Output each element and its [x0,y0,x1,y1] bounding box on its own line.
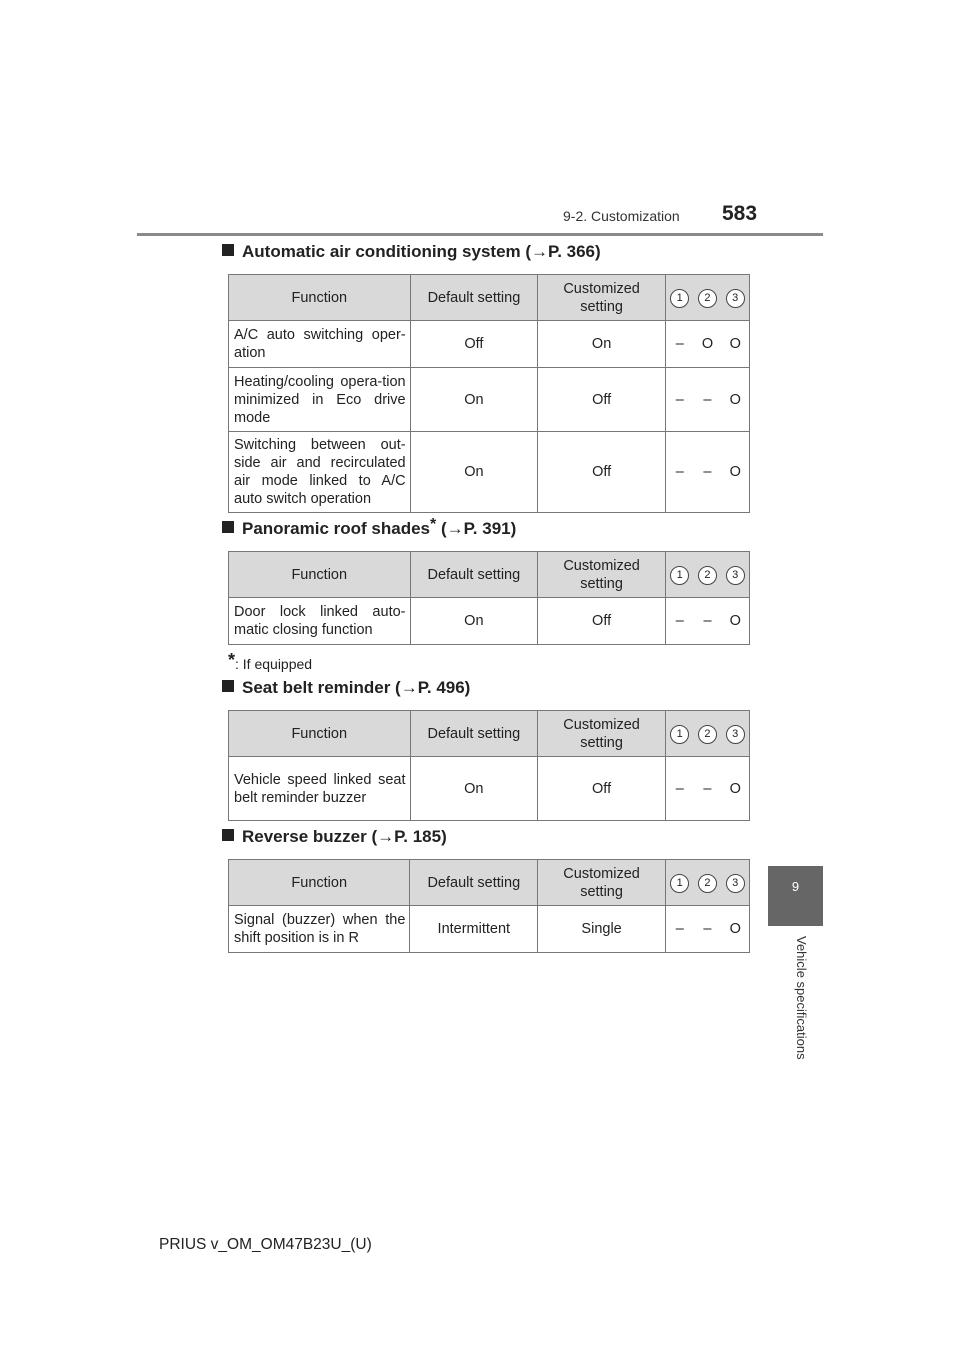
cell-default: On [410,757,538,821]
document-code: PRIUS v_OM_OM47B23U_(U) [159,1236,372,1253]
cell-function: Door lock linked auto-matic closing function [229,598,411,645]
bullet-square-icon [222,244,234,256]
header-function: Function [229,860,410,906]
header-customized: Customized setting [538,860,666,906]
header-function: Function [229,552,411,598]
table-header-row [229,275,750,321]
reverse-buzzer-table [228,859,750,953]
page-number: 583 [722,202,758,225]
method-2-icon: 2 [698,566,717,585]
table-row [229,757,750,821]
table-row [229,368,750,432]
footnote-star: * [430,516,437,533]
cell-method-3: O [721,432,749,513]
method-3-icon: 3 [726,874,745,893]
cell-default: On [410,598,538,645]
cell-function: A/C auto switching oper-ation [229,321,411,368]
roof-shades-table [228,551,750,645]
section-title-seat-belt: Seat belt reminder (→P. 496) [222,678,470,698]
header-default: Default setting [410,275,538,321]
bullet-square-icon [222,829,234,841]
cell-function: Signal (buzzer) when the shift position is in R [229,906,410,953]
cell-method-3: O [721,906,749,953]
air-conditioning-table [228,274,750,513]
chapter-number: 9 [791,879,800,894]
header-default: Default setting [410,711,538,757]
method-2-icon: 2 [698,874,717,893]
cell-default: On [410,368,538,432]
cell-method-2: O [693,321,721,368]
cell-method-3: O [721,368,749,432]
bullet-square-icon [222,680,234,692]
footnote-text: : If equipped [235,656,313,672]
cell-method-2: – [693,757,721,821]
cell-method-3: O [721,321,749,368]
cell-method-2: – [693,598,721,645]
cell-method-1: – [666,598,694,645]
cell-function: Switching between out-side air and recirculated air mode linked to A/C auto switch operation [229,432,411,513]
table-row [229,598,750,645]
table-row [229,432,750,513]
header-function: Function [229,275,411,321]
cell-method-1: – [665,906,693,953]
cell-method-2: – [693,368,721,432]
chapter-label-container [793,936,809,1076]
section-title-air-conditioning: Automatic air conditioning system (→P. 366) [222,242,601,262]
table-header-row [229,552,750,598]
cell-customized: Off [538,368,666,432]
cell-default: Intermittent [410,906,538,953]
cell-method-1: – [665,432,693,513]
header-customized: Customized setting [538,711,666,757]
cell-customized: On [538,321,666,368]
cell-default: Off [410,321,538,368]
cell-function: Heating/cooling opera-tion minimized in Eco drive mode [229,368,411,432]
table-header-row [229,711,750,757]
method-2-icon: 2 [698,725,717,744]
method-3-icon: 3 [726,725,745,744]
footnote-star: * [228,650,236,670]
cell-method-3: O [721,757,749,821]
section-header: 9-2. Customization [563,208,680,224]
cell-method-3: O [721,598,749,645]
footnote [228,650,312,672]
header-function: Function [229,711,411,757]
method-3-icon: 3 [726,289,745,308]
cell-customized: Off [538,432,666,513]
cell-method-1: – [665,321,693,368]
cell-default: On [410,432,538,513]
table-header-row [229,860,750,906]
cell-method-1: – [665,368,693,432]
method-3-icon: 3 [726,566,745,585]
cell-method-2: – [693,432,721,513]
table-row [229,906,750,953]
cell-function: Vehicle speed linked seat belt reminder buzzer [229,757,411,821]
header-divider [137,233,823,236]
method-2-icon: 2 [698,289,717,308]
cell-method-2: – [693,906,721,953]
method-1-icon: 1 [670,874,689,893]
cell-customized: Off [538,757,666,821]
method-1-icon: 1 [670,289,689,308]
header-default: Default setting [410,552,538,598]
header-customized: Customized setting [538,275,666,321]
header-customized: Customized setting [538,552,666,598]
cell-customized: Single [538,906,666,953]
header-default: Default setting [410,860,538,906]
chapter-tab [768,866,823,926]
section-title-roof-shades: Panoramic roof shades* (→P. 391) [222,519,516,539]
table-row [229,321,750,368]
method-1-icon: 1 [670,725,689,744]
bullet-square-icon [222,521,234,533]
seat-belt-table [228,710,750,821]
cell-customized: Off [538,598,666,645]
method-1-icon: 1 [670,566,689,585]
chapter-label: Vehicle specifications [794,936,809,1060]
cell-method-1: – [665,757,693,821]
section-title-reverse-buzzer: Reverse buzzer (→P. 185) [222,827,447,847]
